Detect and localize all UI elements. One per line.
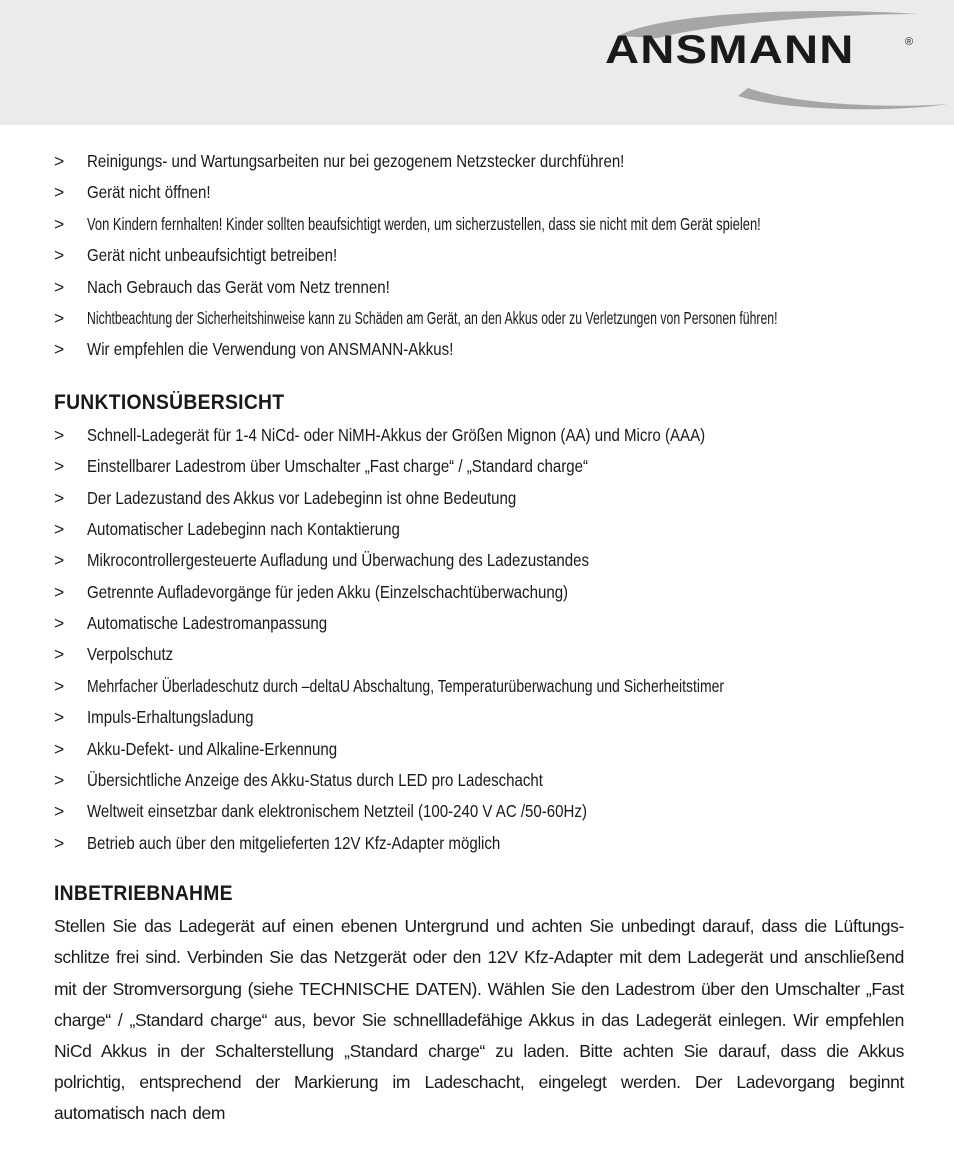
list-item: > Impuls-Erhaltungsladung <box>54 702 904 733</box>
list-item: > Akku-Defekt- und Alkaline-Erkennung <box>54 734 904 765</box>
list-item: > Getrennte Aufladevorgänge für jeden Akku (Einzelschachtüberwachung) <box>54 577 904 608</box>
registered-mark: ® <box>905 36 914 48</box>
functions-list <box>54 420 904 859</box>
list-item: > Wir empfehlen die Verwendung von ANSMANN-Akkus! <box>54 334 904 365</box>
list-item: > Mikrocontrollergesteuerte Aufladung und Überwachung des Ladezustandes <box>54 545 904 576</box>
list-marker: > <box>54 182 65 203</box>
list-marker: > <box>54 276 65 297</box>
brand-logo: ANSMANN <box>605 28 855 72</box>
list-item: > Automatischer Ladebeginn nach Kontaktierung <box>54 514 904 545</box>
list-marker: > <box>54 801 65 822</box>
safety-list <box>54 146 904 366</box>
list-marker: > <box>54 245 65 266</box>
list-marker: > <box>54 487 65 508</box>
list-item: > Von Kindern fernhalten! Kinder sollten beaufsichtigt werden, um sicherzustellen, dass sie nicht mit dem Gerät spielen! <box>54 209 904 240</box>
list-marker: > <box>54 307 65 328</box>
list-marker: > <box>54 613 65 634</box>
list-item: > Der Ladezustand des Akkus vor Ladebeginn ist ohne Bedeutung <box>54 483 904 514</box>
document-body <box>54 146 904 1130</box>
list-marker: > <box>54 424 65 445</box>
list-marker: > <box>54 456 65 477</box>
list-item: > Nichtbeachtung der Sicherheitshinweise kann zu Schäden am Gerät, an den Akkus oder zu Verletzungen von Personen führen! <box>54 303 904 334</box>
list-item: > Übersichtliche Anzeige des Akku-Status durch LED pro Ladeschacht <box>54 765 904 796</box>
list-marker: > <box>54 832 65 853</box>
list-marker: > <box>54 707 65 728</box>
list-marker: > <box>54 770 65 791</box>
list-marker: > <box>54 151 65 171</box>
list-marker: > <box>54 581 65 602</box>
list-marker: > <box>54 550 65 571</box>
list-marker: > <box>54 518 65 539</box>
list-item: > Gerät nicht unbeaufsichtigt betreiben! <box>54 240 904 271</box>
list-marker: > <box>54 675 65 696</box>
list-item: > Verpolschutz <box>54 639 904 670</box>
list-item: > Automatische Ladestromanpassung <box>54 608 904 639</box>
list-item: > Mehrfacher Überladeschutz durch –deltaU Abschaltung, Temperaturüberwachung und Sicherheitstimer <box>54 671 904 702</box>
list-marker: > <box>54 738 65 759</box>
list-item: > Weltweit einsetzbar dank elektronischem Netzteil (100-240 V AC /50-60Hz) <box>54 796 904 827</box>
list-item: > Nach Gebrauch das Gerät vom Netz trennen! <box>54 272 904 303</box>
list-item: > Betrieb auch über den mitgelieferten 12V Kfz-Adapter möglich <box>54 828 904 859</box>
list-item: > Schnell-Ladegerät für 1-4 NiCd- oder NiMH-Akkus der Größen Mignon (AA) und Micro (AAA) <box>54 420 904 451</box>
page-header <box>0 0 954 125</box>
list-marker: > <box>54 213 65 234</box>
list-item: > Gerät nicht öffnen! <box>54 177 904 208</box>
list-marker: > <box>54 644 65 665</box>
setup-paragraph: Stellen Sie das Ladegerät auf einen ebenen Untergrund und achten Sie unbedingt darauf, dass die Lüftungs-schlitze frei sind. Verbinden Sie das Netzgerät oder den 12V Kfz-Adapter mit dem Ladegerät und anschließend mit der Stromversorgung (siehe TECHNISCHE DATEN). Wählen Sie den Ladestrom über den Umschalter „Fast charge“ / „Standard charge“ aus, bevor Sie schnellladefähige Akkus in das Ladegerät einlegen. Wir empfehlen NiCd Akkus in der Schalterstellung „Standard charge“ zu laden. Bitte achten Sie darauf, dass die Akkus polrichtig, entsprechend der Markierung im Ladeschacht, eingelegt werden. Der Ladevorgang beginnt automatisch nach dem <box>54 916 904 1124</box>
section-heading-functions: FUNKTIONSÜBERSICHT <box>54 390 285 414</box>
list-marker: > <box>54 339 65 360</box>
section-heading-setup: INBETRIEBNAHME <box>54 882 233 906</box>
list-item: > Einstellbarer Ladestrom über Umschalter „Fast charge“ / „Standard charge“ <box>54 451 904 482</box>
list-item: > Reinigungs- und Wartungsarbeiten nur bei gezogenem Netzstecker durchführen! <box>54 146 904 177</box>
